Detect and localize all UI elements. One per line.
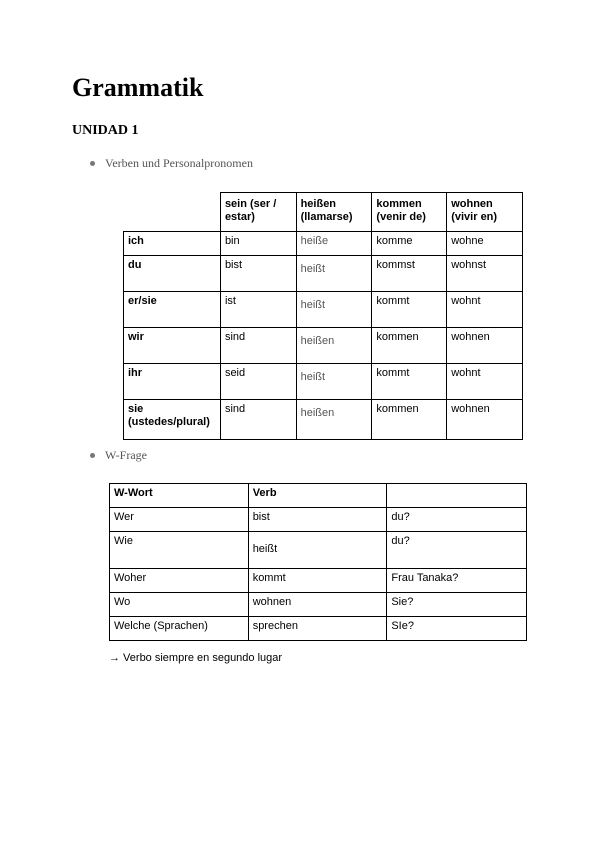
header-cell	[124, 193, 221, 232]
table-cell: kommt	[372, 364, 447, 400]
table-cell: wohnt	[447, 364, 523, 400]
table-cell: Wer	[110, 508, 249, 532]
table-cell: wohnst	[447, 256, 523, 292]
page-title: Grammatik	[72, 73, 204, 102]
pronoun-cell: ich	[124, 232, 221, 256]
header-cell: kommen (venir de)	[372, 193, 447, 232]
table-cell: heiße	[296, 232, 372, 256]
bullet-text: W-Frage	[105, 448, 147, 462]
verb-position-note: → Verbo siempre en segundo lugar	[109, 652, 283, 664]
table-cell: kommen	[372, 400, 447, 440]
header-cell: sein (ser / estar)	[220, 193, 296, 232]
table-cell: heißt	[248, 532, 387, 569]
unit-heading: UNIDAD 1	[72, 123, 139, 138]
table-cell: wohnt	[447, 292, 523, 328]
bullet-verben	[90, 155, 253, 171]
table-row	[124, 328, 523, 364]
table-row	[110, 532, 527, 569]
table-header-row	[124, 193, 523, 232]
pronoun-cell: wir	[124, 328, 221, 364]
table-cell: heißen	[296, 328, 372, 364]
table-cell: wohnen	[248, 593, 387, 617]
table-cell: heißt	[296, 256, 372, 292]
table-cell: kommen	[372, 328, 447, 364]
table-row	[124, 400, 523, 440]
table-cell: bist	[220, 256, 296, 292]
bullet-dot-icon	[90, 453, 95, 458]
table-cell: Sie?	[387, 593, 527, 617]
table-cell: Wo	[110, 593, 249, 617]
header-cell: heißen (llamarse)	[296, 193, 372, 232]
table-row	[124, 364, 523, 400]
header-cell: W-Wort	[110, 484, 249, 508]
table-row	[124, 292, 523, 328]
table-cell: wohne	[447, 232, 523, 256]
w-frage-table	[109, 483, 527, 641]
table-row	[124, 232, 523, 256]
pronoun-cell: du	[124, 256, 221, 292]
table-cell: wohnen	[447, 328, 523, 364]
table-cell: Welche (Sprachen)	[110, 617, 249, 641]
pronoun-cell: er/sie	[124, 292, 221, 328]
table-cell: kommt	[372, 292, 447, 328]
table-cell: ist	[220, 292, 296, 328]
table-cell: wohnen	[447, 400, 523, 440]
table-cell: du?	[387, 532, 527, 569]
table-cell: sind	[220, 328, 296, 364]
table-cell: sprechen	[248, 617, 387, 641]
table-row	[110, 569, 527, 593]
table-cell: heißen	[296, 400, 372, 440]
bullet-w-frage	[90, 447, 147, 463]
table-cell: kommst	[372, 256, 447, 292]
table-cell: du?	[387, 508, 527, 532]
bullet-dot-icon	[90, 161, 95, 166]
table-row	[110, 617, 527, 641]
table-cell: bin	[220, 232, 296, 256]
conjugation-table	[123, 192, 523, 440]
table-row	[124, 256, 523, 292]
table-cell: Woher	[110, 569, 249, 593]
table-cell: bist	[248, 508, 387, 532]
table-row	[110, 508, 527, 532]
table-cell: Wie	[110, 532, 249, 569]
table-cell: SIe?	[387, 617, 527, 641]
header-cell: wohnen (vivir en)	[447, 193, 523, 232]
table-cell: kommt	[248, 569, 387, 593]
table-cell: sind	[220, 400, 296, 440]
header-cell	[387, 484, 527, 508]
table-header-row	[110, 484, 527, 508]
table-cell: komme	[372, 232, 447, 256]
header-cell: Verb	[248, 484, 387, 508]
pronoun-cell: sie (ustedes/plural)	[124, 400, 221, 440]
table-cell: heißt	[296, 292, 372, 328]
table-row	[110, 593, 527, 617]
pronoun-cell: ihr	[124, 364, 221, 400]
bullet-text: Verben und Personalpronomen	[105, 156, 253, 170]
table-cell: heißt	[296, 364, 372, 400]
table-cell: Frau Tanaka?	[387, 569, 527, 593]
table-cell: seid	[220, 364, 296, 400]
